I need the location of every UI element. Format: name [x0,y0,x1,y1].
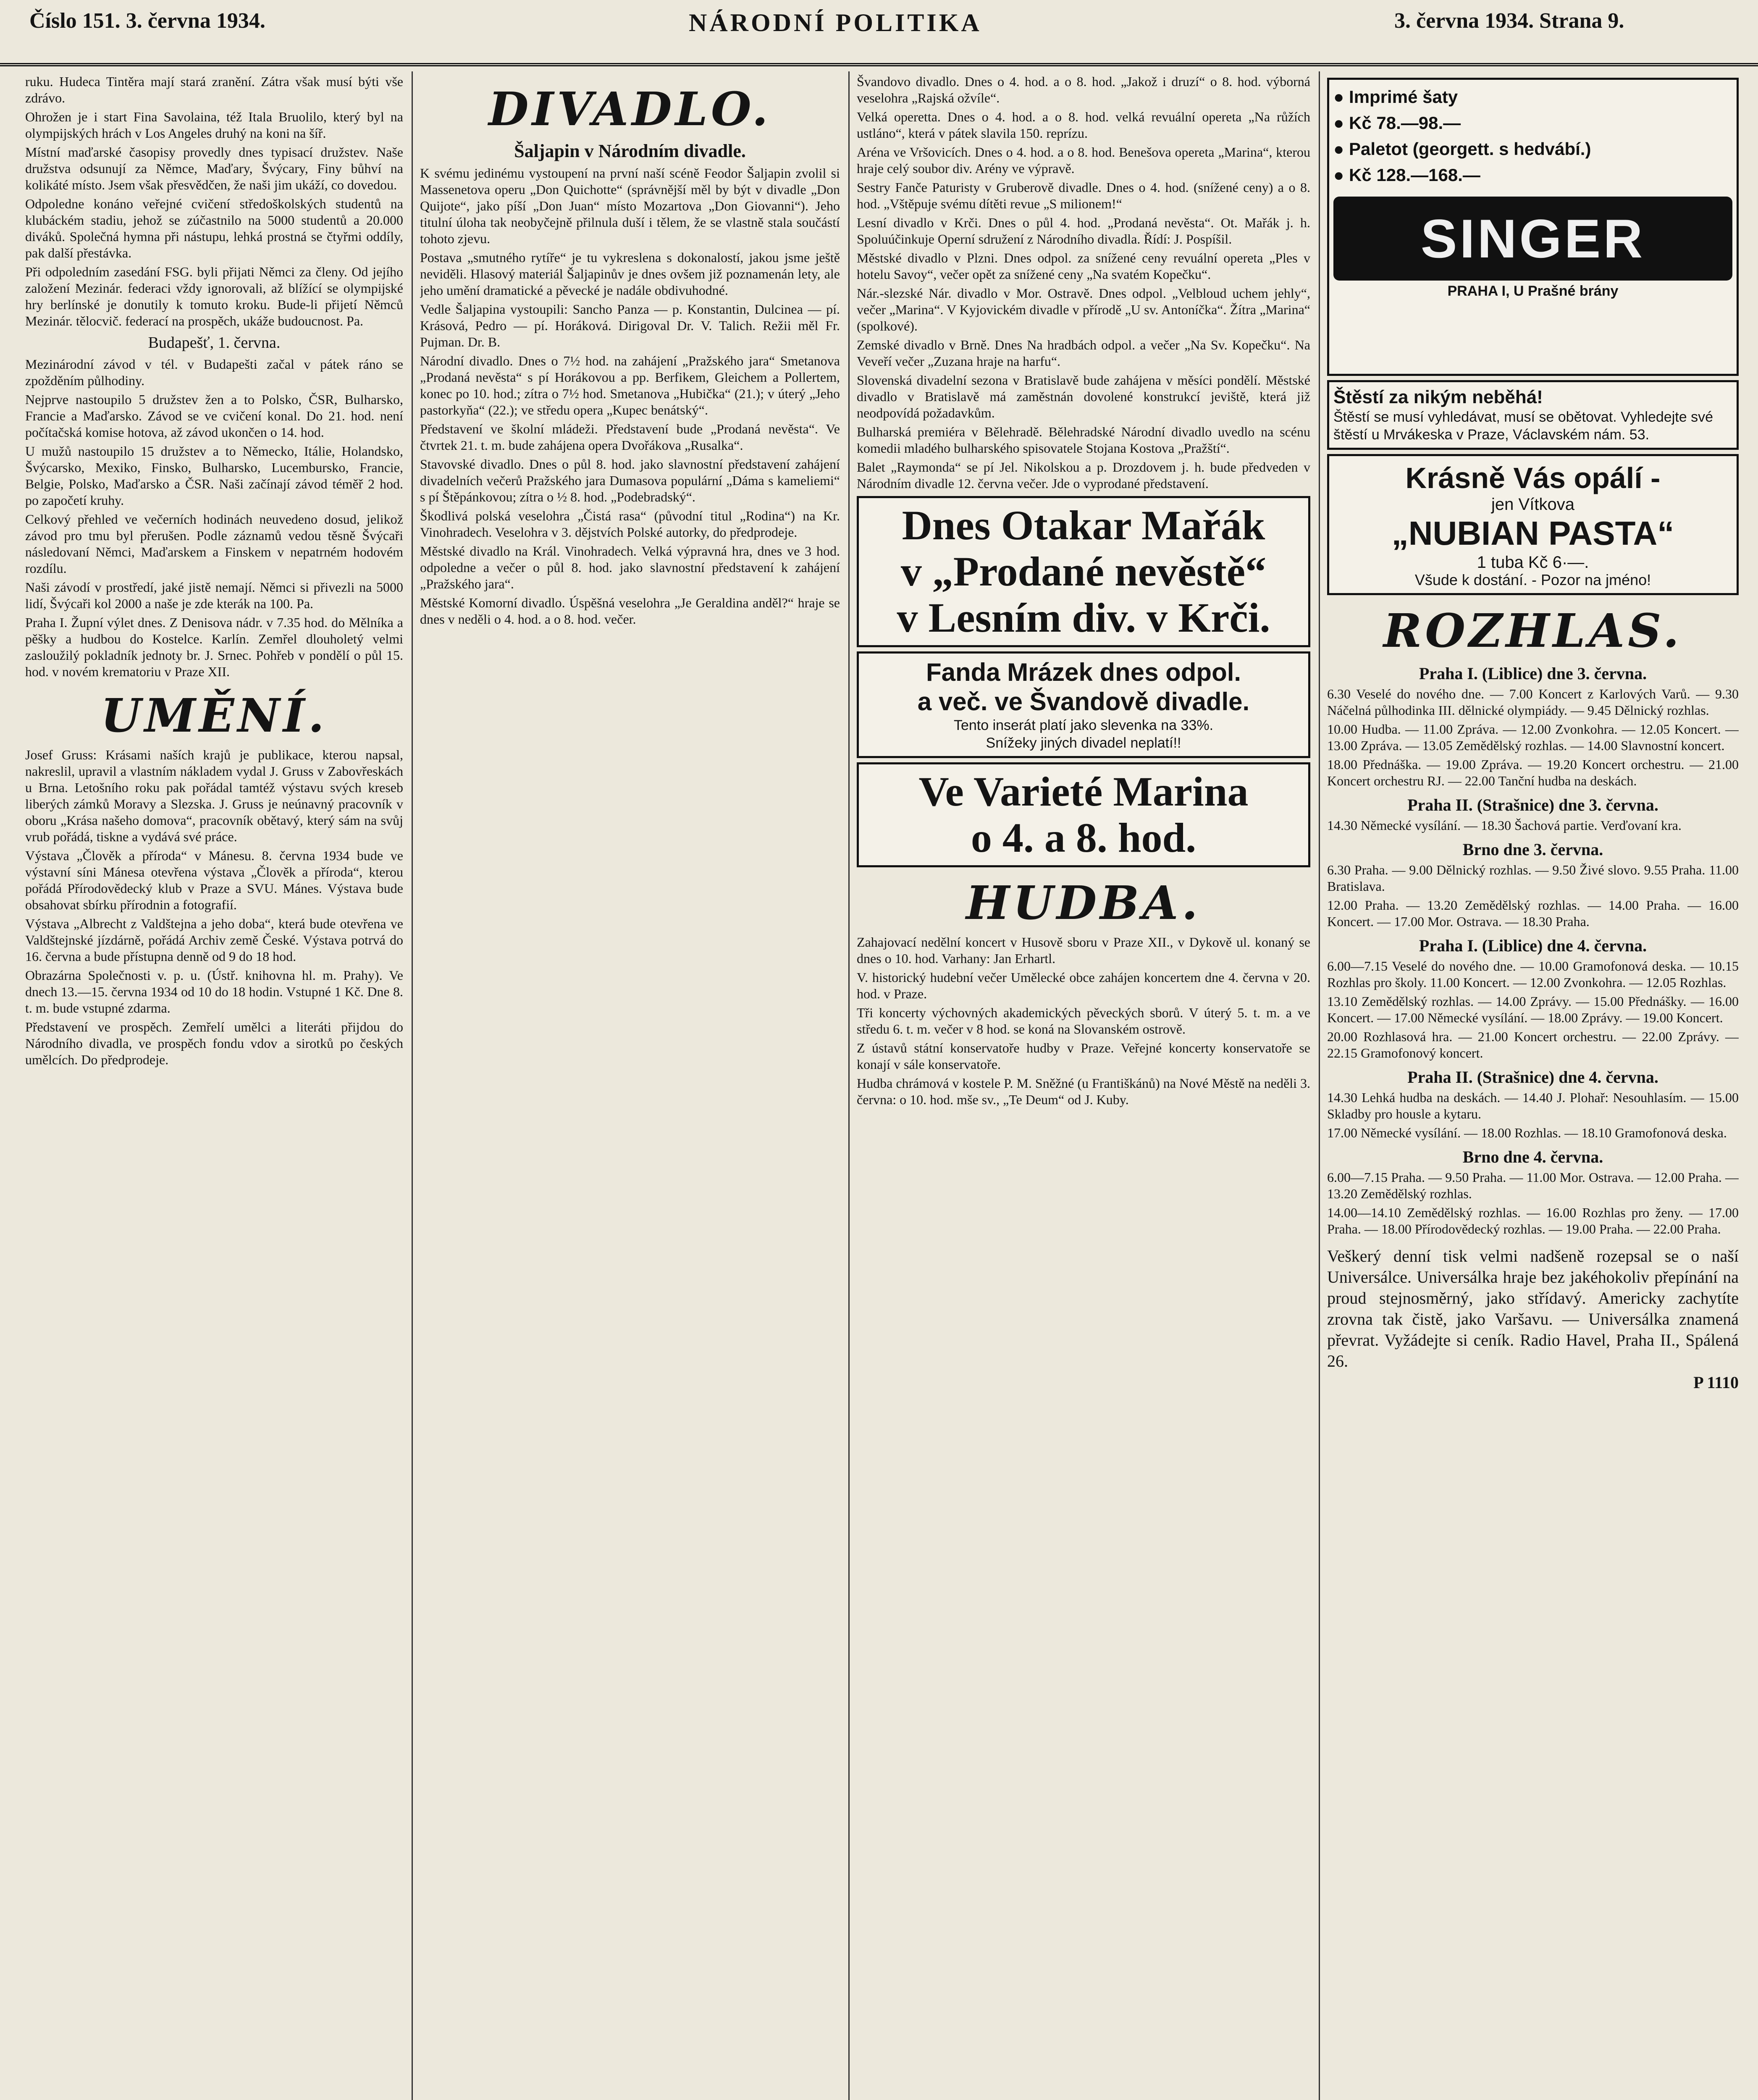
article-paragraph: Ohrožen je i start Fina Savolaina, též Itala Bruolilo, který byl na olympijských hrách v Los Angeles druhý na koni na šíř. [25,109,403,141]
section-title-rozhlas: ROZHLAS. [1383,604,1682,658]
article-paragraph: Z ústavů státní konservatoře hudby v Praze. Veřejné koncerty konservatoře se konají v sále konservatoře. [857,1040,1310,1072]
singer-logo: SINGER [1333,197,1732,281]
ad-nubian [1327,454,1739,595]
radio-havel-tag: P 1110 [1693,1373,1739,1392]
article-paragraph: Nár.-slezské Nár. divadlo v Mor. Ostravě. Dnes odpol. „Velbloud uchem jehly“, večer „Marina“. V Kyjovickém divadle v přírodě „U sv. Antoníčka“. Žítra „Marina“ (spolkové). [857,286,1310,333]
article-paragraph: Výstava „Albrecht z Valdštejna a jeho doba“, která bude otevřena ve Valdštejnské jízdárně, pořádá Archiv země České. Výstava potrvá do 16. června a bude přístupna denně od 9 do 18 hod. [25,916,403,964]
ad-nubian-line: jen Vítkova [1491,495,1574,514]
article-paragraph: Vedle Šaljapina vystoupili: Sancho Panza — p. Konstantin, Dulcinea — pí. Krásová, Pedro — pí. Horáková. Dirigoval Dr. V. Talich. Režii měl Fr. Pujman. Dr. B. [420,302,840,349]
radio-schedule-item: 14.30 Německé vysílání. — 18.30 Šachová partie. Verďovaní kra. [1327,818,1682,833]
radio-schedule-head: Praha I. (Liblice) dne 3. června. [1419,664,1647,683]
article-paragraph: Zahajovací nedělní koncert v Husově sboru v Praze XII., v Dykově ul. konaný se dnes o 10. hod. Varhany: Jan Erhartl. [857,934,1310,966]
radio-schedule-item: 14.00—14.10 Zemědělský rozhlas. — 16.00 Rozhlas pro ženy. — 17.00 Praha. — 18.00 Přírodovědecký rozhlas. — 19.00 Praha. — 22.00 Praha. [1327,1205,1739,1236]
ad-fashion-item: ● Paletot (georgett. s hedvábí.) [1333,139,1591,159]
article-paragraph: Mezinárodní závod v tél. v Budapešti začal v pátek ráno se zpožděním půlhodiny. [25,357,403,388]
radio-havel-ad: Veškerý denní tisk velmi nadšeně rozepsal se o naší Universálce. Universálka hraje bez jakéhokoliv přepínání na proud stejnosměrný, jako střídavý. Americky zachytíte zrovna tak čistě, jako Varšavu. — Universálka znamená převrat. Vyžádejte si ceník. Radio Havel, Praha II., Spálená 26. [1327,1247,1739,1370]
article-paragraph: Obrazárna Společnosti v. p. u. (Ústř. knihovna hl. m. Prahy). Ve dnech 13.—15. června 1934 od 10 do 18 hodin. Vstupné 1 Kč. Dne 8. t. m. bude vstupné zdarma. [25,968,403,1016]
section-title-divadlo: DIVADLO. [488,82,771,136]
radio-schedule-item: 6.00—7.15 Veselé do nového dne. — 10.00 Gramofonová deska. — 10.15 Rozhlas pro školy. 11.00 Koncert. — 12.00 Zvonkohra. — 12.05 Rozhlas. [1327,958,1739,990]
radio-schedule-head: Praha II. (Strašnice) dne 3. června. [1407,795,1658,814]
column-sports-art [25,74,403,2100]
article-paragraph: Josef Gruss: Krásami naších krajů je publikace, kterou napsal, nakreslil, upravil a vlastním nákladem vydal J. Gruss v Zabovřeskách u Brna. Letošního roku pak pořádal tamtéž výstavu svých kreseb liberých zámků Moravy a Slezska. J. Gruss je neúnavný pracovník v oboru „Krása našeho domova“, pracovník obětavý, který sám na svůj vrub pořádá, tiskne a vydává své práce. [25,747,403,844]
paper-name: NÁRODNÍ POLITIKA [689,9,982,37]
ad-variete-line: Ve Varieté Marina [918,768,1249,815]
article-paragraph: Švandovo divadlo. Dnes o 4. hod. a o 8. hod. „Jakož i druzí“ o 8. hod. výborná veselohra „Rajská ožvíle“. [857,74,1310,105]
ad-mrazek-note: Tento inserát platí jako slevenka na 33%. [953,717,1214,733]
radio-schedule-item: 12.00 Praha. — 13.20 Zemědělský rozhlas. — 14.00 Praha. — 16.00 Koncert. — 17.00 Mor. Ostrava. — 18.30 Praha. [1327,898,1739,929]
ad-nubian-line: Krásně Vás opálí - [1405,462,1661,494]
page-info [1394,8,1624,33]
ad-stesti-text: Štěstí se musí vyhledávat, musí se obětovat. Vyhledejte své štěstí u Mrvákeska v Praze, Václavském nám. 53. [1333,409,1713,443]
article-paragraph: Postava „smutného rytíře“ je tu vykreslena s dokonalostí, jakou jsme ještě neviděli. Hlasový materiál Šaljapinův je dnes ovšem již poznamenán lety, ale jeho umění dramatické a pěvecké je nadále obdivuhodné. [420,250,840,298]
page-number: Strana 9. [1539,9,1624,33]
radio-schedule-item: 17.00 Německé vysílání. — 18.00 Rozhlas. — 18.10 Gramofonová deska. [1327,1125,1727,1140]
ad-fashion-list [1333,84,1732,188]
article-paragraph: K svému jedinému vystoupení na první naší scéně Feodor Šaljapin zvolil si Massenetova operu „Don Quichotte“ (správnější měl by být v divadle „Don Quijote“, jako píší „Don Juan“ místo Mozartova „Don Giovanni“). Jeho titulní úloha tak neobyčejně přilnula duší i tělem, že se vlastně stala součástí tohoto zjevu. [420,165,840,246]
section-title-umeni: UMĚNÍ. [101,688,328,743]
singer-address: PRAHA I, U Prašné brány [1447,283,1619,299]
ad-marak-line: Dnes Otakar Mařák [902,502,1265,549]
article-paragraph: Hudba chrámová v kostele P. M. Sněžné (u Františkánů) na Nové Městě na neděli 3. června: o 10. hod. mše sv., „Te Deum“ od J. Kuby. [857,1076,1310,1107]
article-paragraph: Tři koncerty výchovných akademických pěveckých sborů. V úterý 5. t. m. a ve středu 6. t. m. večer v 8 hod. se koná na Slovanském ostrově. [857,1005,1310,1037]
ad-mrazek-line: a več. ve Švandově divadle. [917,688,1250,716]
ad-variete [857,762,1310,867]
article-paragraph: Balet „Raymonda“ se pí Jel. Nikolskou a p. Drozdovem j. h. bude předveden v Národním divadle 12. června večer. Jde o vyprodané představení. [857,459,1310,491]
ad-variete-line: o 4. a 8. hod. [971,814,1196,861]
article-paragraph: Velká operetta. Dnes o 4. hod. a o 8. hod. velká revuální opereta „Na růžích ustláno“, která v pátek slavila 150. reprízu. [857,109,1310,141]
article-paragraph: Naši závodí v prostředí, jaké jistě nemají. Němci si přivezli na 5000 lidí, Švýcaři kol 2000 a naše je zde kterák na 100. Pa. [25,580,403,611]
ad-mrazek [857,651,1310,758]
article-paragraph: Při odpoledním zasedání FSG. byli přijati Němci za členy. Od jejího založení Mezinár. federaci vždy ignorovali, až blížící se olympijské hry berlínské je donutily k tomuto kroku. Bude-li přijetí Němců Mezinár. tělocvič. federací na prospěch, ukáže budoucnost. Pa. [25,264,403,328]
page-date: 3. června 1934. [1394,9,1534,33]
article-paragraph: Aréna ve Vršovicích. Dnes o 4. hod. a o 8. hod. Benešova opereta „Marina“, kterou hraje celý soubor div. Arény ve výpravě. [857,144,1310,176]
article-paragraph: Bulharská premiéra v Bělehradě. Bělehradské Národní divadlo uvedlo na scénu komedii mladého bulharského spisovatele Stojana Kostova „Pražští“. [857,424,1310,456]
article-paragraph: Národní divadlo. Dnes o 7½ hod. na zahájení „Pražského jara“ Smetanova „Prodaná nevěsta“ s pí Horákovou a pp. Berfikem, Gleichem a Pollertem, konec po 10. hod.; zítra o 7½ hod. Smetanova „Hubička“ (21.); v úterý „Jeho pastorkyňa“ (22.); ve středu opera „Kupec benátský“. [420,353,840,417]
article-heading: Šaljapin v Národním divadle. [514,141,746,161]
article-paragraph: Lesní divadlo v Krči. Dnes o půl 4. hod. „Prodaná nevěsta“. Ot. Mařák j. h. Spoluúčinkuje Operní sdružení z Národního divadla. Řídí: J. Pospíšil. [857,215,1310,247]
radio-schedule-item: 6.30 Veselé do nového dne. — 7.00 Koncert z Karlových Varů. — 9.30 Náčelná půlhodinka III. dělnické olympiády. — 9.45 Dělnický rozhlas. [1327,686,1739,718]
article-paragraph: V. historický hudební večer Umělecké obce zahájen koncertem dne 4. června v 20. hod. v Praze. [857,970,1310,1001]
masthead [0,0,1758,66]
column-theatre [420,74,840,2100]
issue-info [29,8,265,33]
article-paragraph: Městské divadlo na Král. Vinohradech. Velká výpravná hra, dnes ve 3 hod. odpoledne a večer o půl 8. hod. jako slavnostní představení k zahájení „Pražského jara“. [420,543,840,591]
radio-schedule-item: 18.00 Přednáška. — 19.00 Zpráva. — 19.20 Koncert orchestru. — 21.00 Koncert orchestru RJ. — 22.00 Tanční hudba na deskách. [1327,757,1739,788]
article-paragraph: Nejprve nastoupilo 5 družstev žen a to Polsko, ČSR, Bulharsko, Francie a Maďarsko. Závod se ve cvičení konal. Do 21. hod. není počítačská komise hotova, až závod ukončen o 14. hod. [25,392,403,440]
radio-schedule-item: 6.00—7.15 Praha. — 9.50 Praha. — 11.00 Mor. Ostrava. — 12.00 Praha. — 13.20 Zemědělský rozhlas. [1327,1170,1739,1201]
article-paragraph: Sestry Fanče Paturisty v Gruberově divadle. Dnes o 4. hod. (snížené ceny) a o 8. hod. „Vštěpuje svému dítěti revue „S milionem!“ [857,180,1310,211]
column-divider [412,71,413,2100]
ad-stesti [1327,380,1739,450]
article-paragraph: Celkový přehled ve večerních hodinách neuvedeno dosud, jelikož závod pro tmu byl přerušen. Podle záznamů vedou těsně Švýcaři následovaní Němci, Maďarskem a Finskem v nepatrném hodovém rozdílu. [25,512,403,576]
article-paragraph: Městské divadlo v Plzni. Dnes odpol. za snížené ceny revuální opereta „Ples v hotelu Savoy“, večer opět za snížené ceny „Na svatém Kopečku“. [857,250,1310,282]
article-paragraph: Škodlivá polská veselohra „Čistá rasa“ (původní titul „Rodina“) na Kr. Vinohradech. Veselohra v 3. dějstvích Polské autorky, do předprodeje. [420,508,840,540]
radio-schedule-item: 10.00 Hudba. — 11.00 Zpráva. — 12.00 Zvonkohra. — 12.05 Koncert. — 13.00 Zpráva. — 13.05 Zemědělský rozhlas. — 14.00 Slavnostní koncert. [1327,722,1739,753]
radio-schedule-item: 14.30 Lehká hudba na deskách. — 14.40 J. Plohař: Nesouhlasím. — 15.00 Skladby pro housle a kytaru. [1327,1090,1739,1121]
radio-schedule-head: Brno dne 3. června. [1462,840,1603,859]
article-paragraph: Stavovské divadlo. Dnes o půl 8. hod. jako slavnostní představení zahájení divadelních večerů Pražského jara Dumasova populární „Dáma s kameliemi“ s pí Štěpánkovou; zítra o ½ 8. hod. „Podebradský“. [420,457,840,504]
ad-mrazek-note: Snížeky jiných divadel neplatí!! [986,735,1181,751]
article-paragraph: U mužů nastoupilo 15 družstev a to Německo, Itálie, Holandsko, Švýcarsko, Mexiko, Finsko, Bulharsko, Lucembursko, Francie, Belgie, Polsko, Maďarsko a ČSR. Naši začínají závod téměř 2 hod. po započetí kruhy. [25,444,403,508]
radio-schedule-item: 13.10 Zemědělský rozhlas. — 14.00 Zprávy. — 15.00 Přednášky. — 16.00 Koncert. — 17.00 Německé vysílání. — 18.00 Zprávy. — 19.00 Koncert. [1327,994,1739,1025]
article-paragraph: Výstava „Člověk a příroda“ v Mánesu. 8. června 1934 bude ve výstavní síni Mánesa otevřena výstava „Člověk a příroda“, kterou pořádá Přírodovědecký klub v Praze a SVU. Mánes. Výstava bude obsahovat sbírku přírodnin a fotografií. [25,848,403,912]
section-title-hudba: HUDBA. [966,876,1201,930]
radio-schedule-head: Brno dne 4. června. [1462,1147,1603,1166]
ad-mrazek-line: Fanda Mrázek dnes odpol. [926,658,1241,686]
ad-marak-line: v Lesním div. v Krči. [897,594,1270,641]
ad-stesti-title: Štěstí za nikým neběhá! [1333,387,1543,407]
ad-fashion-item: ● Kč 78.—98.— [1333,113,1461,133]
notice-paragraph: Praha I. Župní výlet dnes. Z Denisova nádr. v 7.35 hod. do Mělníka a pěšky a hudbou do Kostelce. Karlín. Zemřel dlouholetý velmi zasloužilý pokladník jednoty br. J. Srnec. Pohřeb v pondělí o půl 15. hod. v novém krematoriu v Praze XII. [25,615,403,679]
column-theatre-music [857,74,1310,2100]
radio-schedule-head: Praha I. (Liblice) dne 4. června. [1419,936,1647,955]
article-paragraph: Odpoledne konáno veřejné cvičení středoškolských studentů na klubáckém stadiu, jehož se zúčastnilo na 5000 studentů a 20.000 diváků. Společná hymna při nástupu, lehká prostná se čtyřmi oddíly, pak další přestávka. [25,196,403,260]
ad-fashion-item: ● Imprimé šaty [1333,87,1458,107]
article-paragraph: Představení ve prospěch. Zemřelí umělci a literáti přijdou do Národního divadla, ve prospěch fondu vdov a sirotků po českých umělcích. Do předprodeje. [25,1019,403,1067]
ad-fashion-item: ● Kč 128.—168.— [1333,165,1480,185]
radio-schedule-head: Praha II. (Strašnice) dne 4. června. [1407,1068,1658,1087]
column-divider [848,71,850,2100]
column-divider [1319,71,1320,2100]
article-paragraph: Představení ve školní mládeži. Představení bude „Prodaná nevěsta“. Ve čtvrtek 21. t. m. bude zahájena opera Dvořákova „Rusalka“. [420,421,840,453]
radio-schedule-item: 20.00 Rozhlasová hra. — 21.00 Koncert orchestru. — 22.00 Zprávy. — 22.15 Gramofonový koncert. [1327,1029,1739,1060]
article-paragraph: Místní maďarské časopisy provedly dnes typisací družstev. Naše družstva odsunují za Němce, Maďary, Švýcary, Finy bůhví na kolikáté místo. Jsem však přesvědčen, že naši jim ukáží, co dovedou. [25,144,403,192]
article-paragraph: ruku. Hudeca Tintěra mají stará zranění. Zátra však musí býti vše zdrávo. [25,74,403,105]
article-paragraph: Městské Komorní divadlo. Úspěšná veselohra „Je Geraldina anděl?“ hraje se dnes v neděli o 4. hod. a o 8. hod. večer. [420,595,840,627]
ad-fashion [1327,78,1739,376]
issue-number: Číslo 151. [29,9,121,33]
ad-marak-line: v „Prodané nevěstě“ [900,548,1267,595]
ad-nubian-price: 1 tuba Kč 6·—. [1477,553,1589,572]
ad-marak [857,496,1310,647]
article-paragraph: Zemské divadlo v Brně. Dnes Na hradbách odpol. a večer „Na Sv. Kopečku“. Na Veveří večer „Zuzana hraje na harfu“. [857,337,1310,369]
radio-schedule-item: 6.30 Praha. — 9.00 Dělnický rozhlas. — 9.50 Živé slovo. 9.55 Praha. 11.00 Bratislava. [1327,862,1739,894]
article-paragraph: Slovenská divadelní sezona v Bratislavě bude zahájena v měsíci pondělí. Městské divadlo v Bratislavě má zaměstnán dovolené konstrukcí jeviště, která již neodpovídá požadavkům. [857,373,1310,420]
ad-nubian-note: Všude k dostání. - Pozor na jméno! [1414,571,1651,588]
dateline: Budapešť, 1. června. [148,334,281,352]
ad-nubian-line: „NUBIAN PASTA“ [1391,514,1674,552]
issue-date: 3. června 1934. [126,9,265,33]
column-ads-radio [1327,74,1739,2100]
